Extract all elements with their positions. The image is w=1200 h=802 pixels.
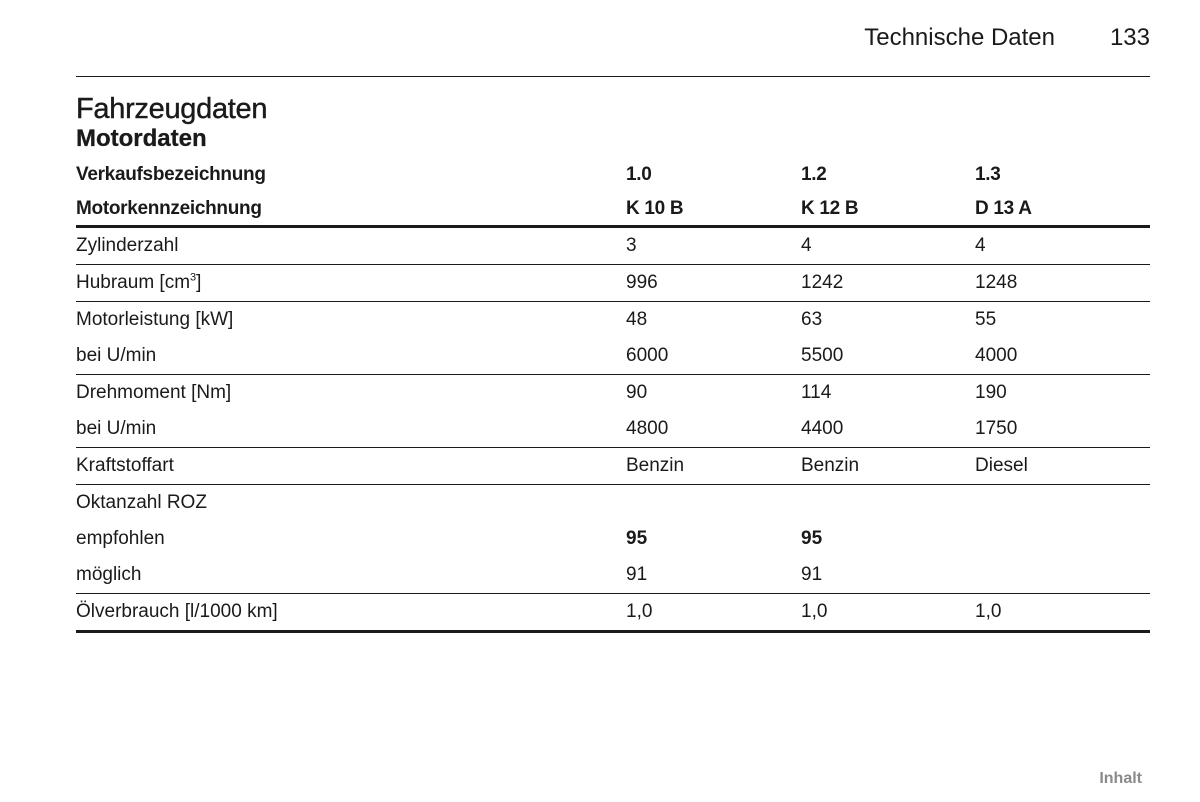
table-row xyxy=(76,521,1150,557)
table-row xyxy=(76,228,1150,265)
table-header-row xyxy=(76,191,1150,228)
header-cell: 1.2 xyxy=(801,164,827,185)
table-cell: 1,0 xyxy=(975,601,1002,622)
header-label: Motorkennzeichnung xyxy=(76,198,262,219)
header-cell: 1.0 xyxy=(626,164,652,185)
row-label: Oktanzahl ROZ xyxy=(76,492,207,513)
table-row xyxy=(76,485,1150,521)
table-cell: 996 xyxy=(626,272,658,293)
table-row xyxy=(76,265,1150,302)
table-cell: 4400 xyxy=(801,418,844,439)
header-cell: K 10 B xyxy=(626,198,684,219)
table-cell: Benzin xyxy=(801,455,860,476)
table-cell: 95 xyxy=(626,528,648,549)
table-cell: 190 xyxy=(975,382,1007,403)
table-cell: 1242 xyxy=(801,272,844,293)
table-cell: 6000 xyxy=(626,345,669,366)
page-title: Fahrzeugdaten xyxy=(76,93,268,125)
section-title: Technische Daten xyxy=(864,24,1055,51)
header-cell: K 12 B xyxy=(801,198,859,219)
contents-link[interactable]: Inhalt xyxy=(1099,770,1142,787)
table-row xyxy=(76,557,1150,594)
row-label xyxy=(76,272,201,294)
header-cell: 1.3 xyxy=(975,164,1001,185)
table-cell: 3 xyxy=(626,235,637,256)
table-cell: 63 xyxy=(801,309,823,330)
table-cell: 55 xyxy=(975,309,997,330)
row-label: Drehmoment [Nm] xyxy=(76,382,232,403)
table-cell: 95 xyxy=(801,528,823,549)
table-row xyxy=(76,411,1150,448)
table-cell: Benzin xyxy=(626,455,685,476)
row-label: Zylinderzahl xyxy=(76,235,179,256)
row-label: bei U/min xyxy=(76,418,157,439)
table-cell: 91 xyxy=(626,564,648,585)
row-label: Kraftstoffart xyxy=(76,455,174,476)
table-cell: 4000 xyxy=(975,345,1018,366)
table-cell: 91 xyxy=(801,564,823,585)
table-cell: 90 xyxy=(626,382,648,403)
row-label: Ölverbrauch [l/1000 km] xyxy=(76,601,278,622)
table-cell: Diesel xyxy=(975,455,1028,476)
table-cell: 4 xyxy=(801,235,812,256)
table-cell: 4800 xyxy=(626,418,669,439)
page-subtitle: Motordaten xyxy=(76,125,207,152)
table-cell: 48 xyxy=(626,309,648,330)
header-label: Verkaufsbezeichnung xyxy=(76,164,266,185)
row-label: möglich xyxy=(76,564,142,585)
superscript: 3 xyxy=(190,271,197,284)
page-header xyxy=(76,22,1150,77)
table-cell: 1,0 xyxy=(626,601,653,622)
page-number: 133 xyxy=(1109,24,1150,51)
table-cell: 1248 xyxy=(975,272,1018,293)
header-cell: D 13 A xyxy=(975,198,1032,219)
table-row xyxy=(76,375,1150,411)
row-label: empfohlen xyxy=(76,528,165,549)
table-cell: 5500 xyxy=(801,345,844,366)
table-cell: 1750 xyxy=(975,418,1018,439)
table-cell: 1,0 xyxy=(801,601,828,622)
row-label: bei U/min xyxy=(76,345,157,366)
table-row xyxy=(76,338,1150,375)
row-label: Motorleistung [kW] xyxy=(76,309,234,330)
table-cell: 4 xyxy=(975,235,986,256)
row-label-text: ] xyxy=(196,272,202,293)
table-row xyxy=(76,448,1150,485)
table-row xyxy=(76,594,1150,633)
table-row xyxy=(76,302,1150,338)
table-cell: 114 xyxy=(801,382,832,403)
row-label-text: Hubraum [cm xyxy=(76,272,191,293)
engine-data-table xyxy=(76,157,1150,633)
table-header-row xyxy=(76,157,1150,191)
